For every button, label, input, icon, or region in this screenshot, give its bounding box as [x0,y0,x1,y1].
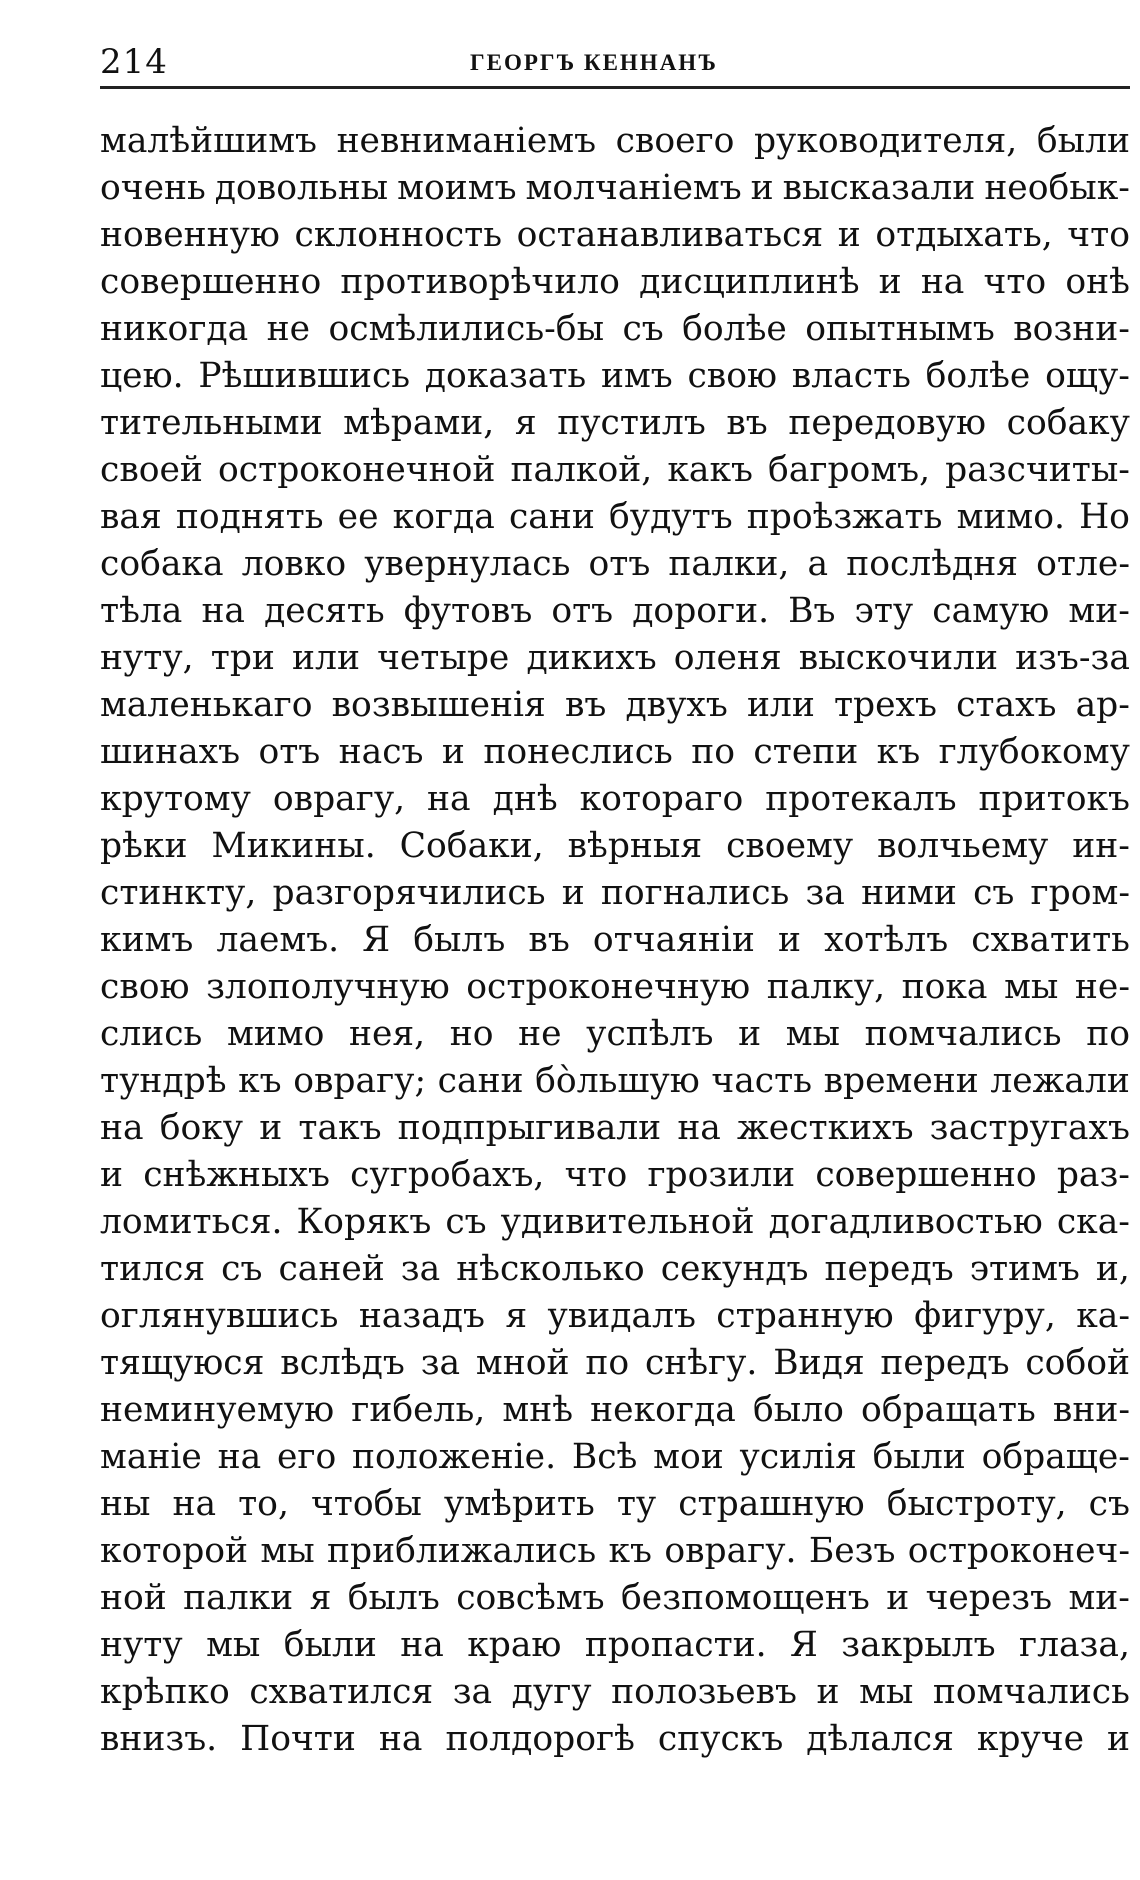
text-line: ны на то, чтобы умѣрить ту страшную быстроту, съ [100,1484,1130,1524]
header-rule [100,86,1130,89]
running-title: ГЕОРГЪ КЕННАНЪ [470,50,718,75]
text-line: рѣки Микины. Собаки, вѣрныя своему волчьему ин- [100,826,1130,866]
text-line: на боку и такъ подпрыгивали на жесткихъ застругахъ [100,1108,1130,1148]
running-head [100,36,1130,86]
text-line: тундрѣ къ оврагу; сани бо̀льшую часть времени лежали [100,1061,1130,1101]
text-line: крутому оврагу, на днѣ котораго протекалъ притокъ [100,779,1130,819]
text-line: и снѣжныхъ сугробахъ, что грозили совершенно раз- [100,1155,1130,1195]
text-line: нуту, три или четыре дикихъ оленя выскочили изъ-за [100,638,1130,678]
text-line: оглянувшись назадъ я увидалъ странную фигуру, ка- [100,1296,1130,1336]
text-line: неминуемую гибель, мнѣ некогда было обращать вни- [100,1390,1130,1430]
text-line: тился съ саней за нѣсколько секундъ передъ этимъ и, [100,1249,1130,1289]
text-line: свою злополучную остроконечную палку, пока мы не- [100,967,1130,1007]
text-line: вая поднять ее когда сани будутъ проѣзжать мимо. Но [100,497,1130,537]
text-line: стинкту, разгорячились и погнались за ними съ гром- [100,873,1130,913]
text-line: ной палки я былъ совсѣмъ безпомощенъ и черезъ ми- [100,1578,1130,1618]
text-line: тящуюся вслѣдъ за мной по снѣгу. Видя передъ собой [100,1343,1130,1383]
text-line: внизъ. Почти на полдорогѣ спускъ дѣлался круче и [100,1719,1130,1759]
text-line: маленькаго возвышенія въ двухъ или трехъ стахъ ар- [100,685,1130,725]
text-line: тительными мѣрами, я пустилъ въ передовую собаку [100,403,1130,443]
text-line: крѣпко схватился за дугу полозьевъ и мы помчались [100,1672,1130,1712]
text-line: тѣла на десять футовъ отъ дороги. Въ эту самую ми- [100,591,1130,631]
body-text [100,118,1130,1763]
text-line: новенную склонность останавливаться и отдыхать, что [100,215,1130,255]
text-line: которой мы приближались къ оврагу. Безъ остроконеч- [100,1531,1130,1571]
text-line: цею. Рѣшившись доказать имъ свою власть болѣе ощу- [100,356,1130,396]
text-line: никогда не осмѣлились-бы съ болѣе опытнымъ возни- [100,309,1130,349]
text-line: собака ловко увернулась отъ палки, а послѣдня отле- [100,544,1130,584]
text-line: шинахъ отъ насъ и понеслись по степи къ глубокому [100,732,1130,772]
text-line: своей остроконечной палкой, какъ багромъ, разсчиты- [100,450,1130,490]
text-line: малѣйшимъ невниманіемъ своего руководителя, были [100,121,1130,161]
text-line: очень довольны моимъ молчаніемъ и высказали необык- [100,168,1130,208]
text-line: кимъ лаемъ. Я былъ въ отчаяніи и хотѣлъ схватить [100,920,1130,960]
text-line: нуту мы были на краю пропасти. Я закрылъ глаза, [100,1625,1130,1665]
text-line: слись мимо нея, но не успѣлъ и мы помчались по [100,1014,1130,1054]
text-line: совершенно противорѣчило дисциплинѣ и на что онѣ [100,262,1130,302]
text-line: маніе на его положеніе. Всѣ мои усилія были обраще- [100,1437,1130,1477]
text-line: ломиться. Корякъ съ удивительной догадливостью ска- [100,1202,1130,1242]
page-number: 214 [100,42,168,82]
